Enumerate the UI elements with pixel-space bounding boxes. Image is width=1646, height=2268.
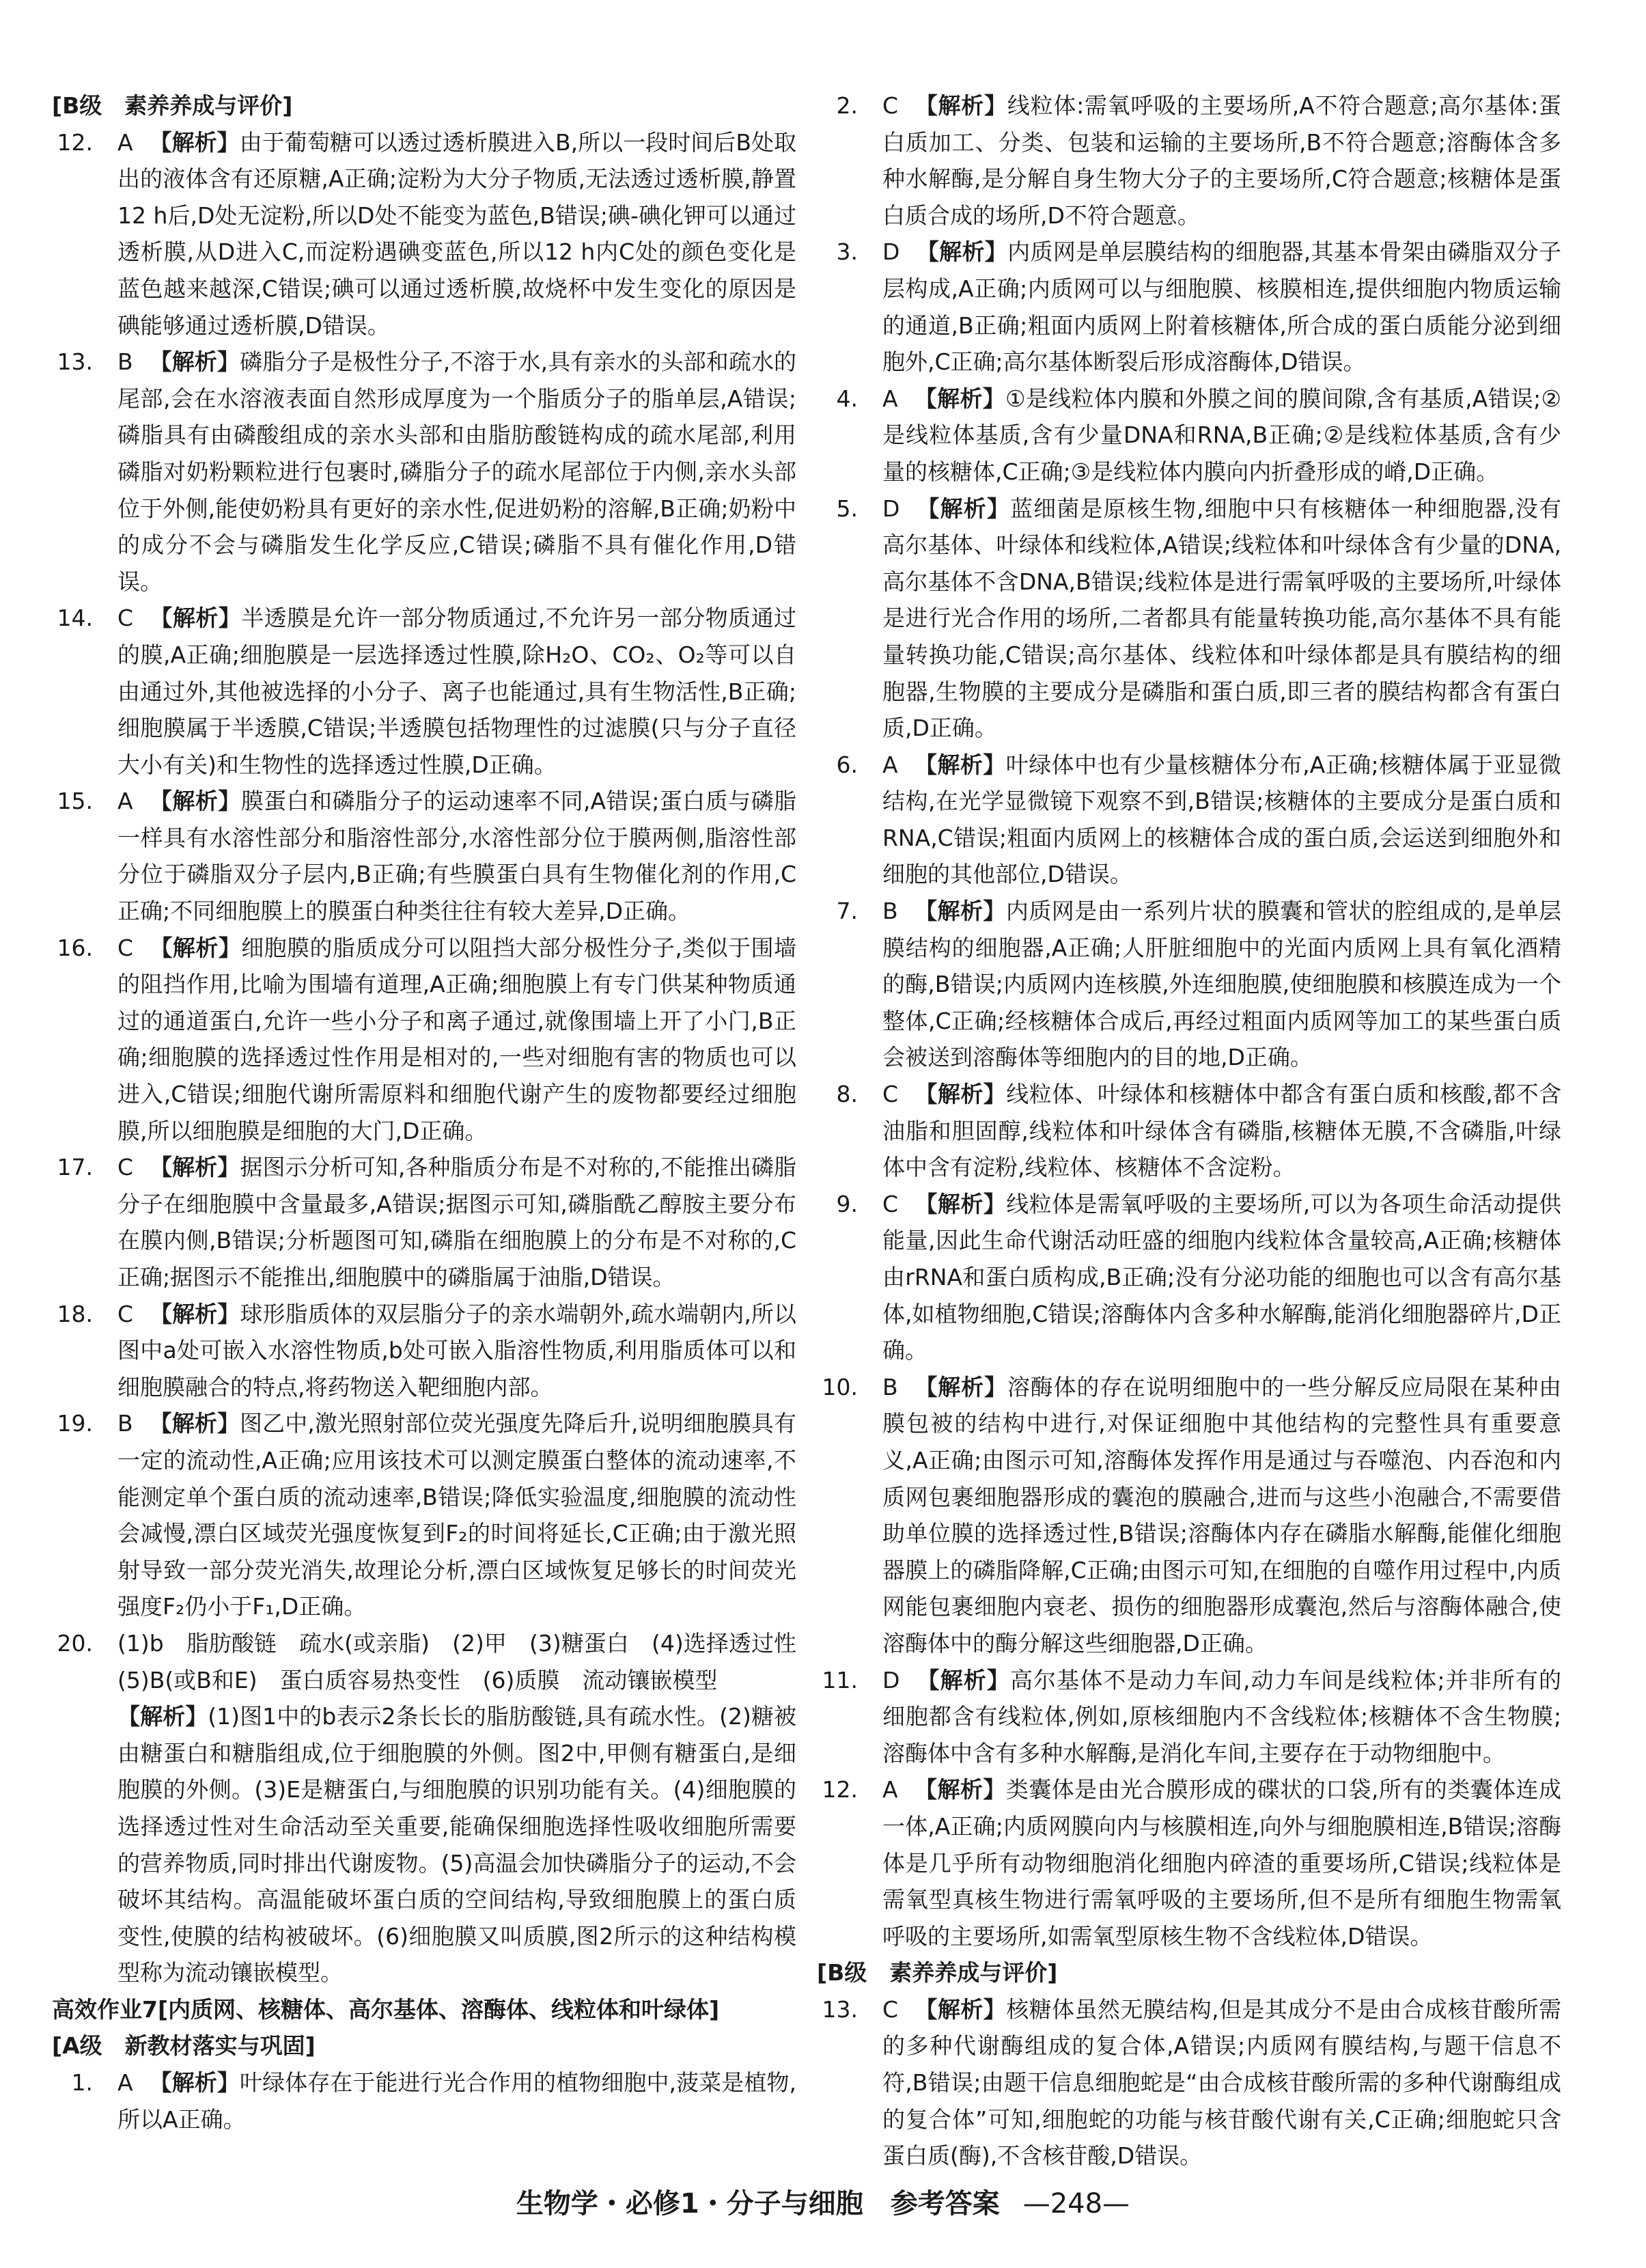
answer-item	[52, 783, 796, 929]
explanation-text: 膜蛋白和磷脂分子的运动速率不同,A错误;蛋白质与磷脂一样具有水溶性部分和脂溶性部分,水溶性部分位于膜两侧,脂溶性部分位于磷脂双分子层内,B正确;有些膜蛋白具有生物催化剂的作用,C正确;不同细胞膜上的膜蛋白种类往往有较大差异,D正确。	[117, 788, 796, 925]
explanation-text: (1)图1中的b表示2条长长的脂肪酸链,具有疏水性。(2)糖被由糖蛋白和糖脂组成,位于细胞膜的外侧。图2中,甲侧有糖蛋白,是细胞膜的外侧。(3)E是糖蛋白,与细胞膜的识别功能有关。(4)细胞膜的选择透过性对生命活动至关重要,能确保细胞选择性吸收细胞所需要的营养物质,同时排出代谢废物。(5)高温会加快磷脂分子的运动,不会破坏其结构。高温能破坏蛋白质的空间结构,导致细胞膜上的蛋白质变性,使膜的结构被破坏。(6)细胞膜又叫质膜,图2所示的这种结构模型称为流动镶嵌模型。	[117, 1703, 796, 1987]
section-heading: [B级 素养养成与评价]	[817, 1959, 1058, 1987]
answer-item	[817, 1991, 1561, 2174]
question-number: 6.	[836, 751, 858, 778]
answer-choice: C	[882, 92, 899, 119]
question-number: 13.	[57, 348, 93, 376]
explanation-text: 球形脂质体的双层脂分子的亲水端朝外,疏水端朝内,所以图中a处可嵌入水溶性物质,b处可嵌入脂溶性物质,利用脂质体可以和细胞膜融合的特点,将药物送入靶细胞内部。	[117, 1300, 796, 1400]
answer-item	[817, 1662, 1561, 1772]
explanation-text: 内质网是由一系列片状的膜囊和管状的腔组成的,是单层膜结构的细胞器,A正确;人肝脏细胞中的光面内质网上具有氧化酒精的酶,B错误;内质网内连核膜,外连细胞膜,使细胞膜和核膜连成为一个整体,C正确;经核糖体合成后,再经过粗面内质网等加工的某些蛋白质会被送到溶酶体等细胞内的目的地,D正确。	[882, 898, 1561, 1071]
answer-choice: A	[882, 385, 898, 412]
page-footer	[0, 2182, 1646, 2221]
analysis-tag: 【解析】	[150, 1300, 240, 1327]
explanation-text: 叶绿体中也有少量核糖体分布,A正确;核糖体属于亚显微结构,在光学显微镜下观察不到,B错误;核糖体的主要成分是蛋白质和RNA,C错误;粗面内质网上的核糖体合成的蛋白质,会运送到细胞外和细胞的其他部位,D错误。	[882, 751, 1561, 888]
section-heading: 高效作业7[内质网、核糖体、高尔基体、溶酶体、线粒体和叶绿体]	[52, 1995, 720, 2023]
explanation-text: 线粒体是需氧呼吸的主要场所,可以为各项生命活动提供能量,因此生命代谢活动旺盛的细胞内线粒体含量较高,A正确;核糖体由rRNA和蛋白质构成,B正确;没有分泌功能的细胞也可以含有高尔基体,如植物细胞,C错误;溶酶体内含多种水解酶,能消化细胞器碎片,D正确。	[882, 1190, 1561, 1364]
answer-item	[817, 1076, 1561, 1186]
question-number: 1.	[71, 2069, 93, 2097]
answer-item	[52, 930, 796, 1150]
answer-item	[52, 1625, 819, 1698]
answer-choice: D	[882, 238, 900, 266]
analysis-tag: 【解析】	[914, 751, 1006, 778]
explanation-text: 图乙中,激光照射部位荧光强度先降后升,说明细胞膜具有一定的流动性,A正确;应用该技术可以测定膜蛋白整体的流动速率,不能测定单个蛋白质的流动速率,B错误;降低实验温度,细胞膜的流动性会减慢,漂白区域荧光强度恢复到F₂的时间将延长,C正确;由于激光照射导致一部分荧光消失,故理论分析,漂白区域恢复足够长的时间荧光强度F₂仍小于F₁,D正确。	[117, 1410, 797, 1620]
explanation-text: 高尔基体不是动力车间,动力车间是线粒体;并非所有的细胞都含有线粒体,例如,原核细胞内不含线粒体;核糖体不含生物膜;溶酶体中含有多种水解酶,是消化车间,主要存在于动物细胞中。	[882, 1666, 1562, 1767]
analysis-tag: 【解析】	[915, 1081, 1007, 1108]
answer-choice: C	[882, 1995, 899, 2023]
explanation-text: 内质网是单层膜结构的细胞器,其基本骨架由磷脂双分子层构成,A正确;内质网可以与细胞膜、核膜相连,提供细胞内物质运输的通道,B正确;粗面内质网上附着核糖体,所合成的蛋白质能分泌到细胞外,C正确;高尔基体断裂后形成溶酶体,D错误。	[882, 238, 1562, 376]
explanation-text: 蓝细菌是原核生物,细胞中只有核糖体一种细胞器,没有高尔基体、叶绿体和线粒体,A错误;线粒体和叶绿体含有少量的DNA,高尔基体不含DNA,B错误;线粒体是进行需氧呼吸的主要场所,叶绿体是进行光合作用的场所,二者都具有能量转换功能,高尔基体不具有能量转换功能,C错误;高尔基体、线粒体和叶绿体都是具有膜结构的细胞器,生物膜的主要成分是磷脂和蛋白质,即三者的膜结构都含有蛋白质,D正确。	[882, 495, 1562, 742]
answer-choice: B	[117, 348, 133, 376]
analysis-tag: 【解析】	[914, 1776, 1006, 1803]
answer-item	[52, 124, 796, 344]
answer-item	[52, 1698, 796, 1991]
answer-choice: A	[882, 1776, 898, 1803]
answer-choice: C	[882, 1081, 899, 1108]
answer-item	[817, 381, 1561, 490]
analysis-tag: 【解析】	[150, 934, 242, 961]
question-number: 19.	[57, 1410, 93, 1437]
answer-item	[817, 893, 1561, 1076]
question-number: 17.	[57, 1154, 93, 1181]
explanation-text: (1)b 脂肪酸链 疏水(或亲脂) (2)甲 (3)糖蛋白 (4)选择透过性 (5)B(或B和E) 蛋白质容易热变性 (6)质膜 流动镶嵌模型	[117, 1629, 819, 1693]
answer-item	[52, 1149, 796, 1295]
question-number: 14.	[57, 605, 93, 632]
answer-choice: B	[882, 1373, 898, 1400]
answer-item	[52, 600, 796, 783]
answer-choice: B	[117, 1410, 133, 1437]
analysis-tag: 【解析】	[916, 1666, 1010, 1693]
answer-choice: D	[882, 495, 900, 522]
explanation-text: 核糖体虽然无膜结构,但是其成分不是由合成核苷酸所需的多种代谢酶组成的复合体,A错误;内质网有膜结构,与题干信息不符,B错误;由题干信息细胞蛇是“由合成核苷酸所需的多种代谢酶组成的复合体”可知,细胞蛇的功能与核苷酸代谢有关,C正确;细胞蛇只含蛋白质(酶),不含核苷酸,D错误。	[882, 1995, 1561, 2170]
answer-item	[52, 1296, 796, 1406]
analysis-tag: 【解析】	[149, 128, 240, 156]
explanation-text: 线粒体:需氧呼吸的主要场所,A不符合题意;高尔基体:蛋白质加工、分类、包装和运输的主要场所,B不符合题意;溶酶体含多种水解酶,是分解自身生物大分子的主要场所,C符合题意;核糖体是蛋白质合成的场所,D不符合题意。	[882, 92, 1562, 229]
answer-item	[817, 1369, 1561, 1662]
answer-choice: A	[117, 128, 133, 156]
analysis-tag: 【解析】	[149, 2069, 240, 2097]
question-number: 13.	[822, 1995, 858, 2023]
answer-choice: C	[882, 1190, 899, 1217]
question-number: 7.	[836, 898, 858, 925]
analysis-tag: 【解析】	[914, 1373, 1007, 1400]
explanation-text: 由于葡萄糖可以透过透析膜进入B,所以一段时间后B处取出的液体含有还原糖,A正确;淀粉为大分子物质,无法透过透析膜,静置12 h后,D处无淀粉,所以D处不能变为蓝色,B错误;碘-碘化钾可以通过透析膜,从D进入C,而淀粉遇碘变蓝色,所以12 h内C处的颜色变化是蓝色越来越深,C错误;碘可以通过透析膜,故烧杯中发生变化的原因是碘能够通过透析膜,D错误。	[117, 128, 797, 339]
answer-item	[817, 1186, 1561, 1369]
answer-item	[817, 490, 1561, 747]
analysis-tag: 【解析】	[150, 605, 242, 632]
question-number: 3.	[836, 238, 858, 266]
explanation-text: 线粒体、叶绿体和核糖体中都含有蛋白质和核酸,都不含油脂和胆固醇,线粒体和叶绿体含有磷脂,核糖体无膜,不含磷脂,叶绿体中含有淀粉,线粒体、核糖体不含淀粉。	[882, 1081, 1561, 1181]
question-number: 16.	[57, 934, 93, 961]
question-number: 11.	[822, 1666, 858, 1693]
answer-choice: A	[117, 788, 133, 815]
answer-item	[52, 344, 796, 600]
question-number: 2.	[836, 92, 858, 119]
explanation-text: 据图示分析可知,各种脂质分布是不对称的,不能推出磷脂分子在细胞膜中含量最多,A错误;据图示可知,磷脂酰乙醇胺主要分布在膜内侧,B错误;分析题图可知,磷脂在细胞膜上的分布是不对称的,C正确;据图示不能推出,细胞膜中的磷脂属于油脂,D错误。	[117, 1154, 796, 1290]
footer-title: 生物学・必修1・分子与细胞 参考答案	[516, 2188, 1000, 2219]
question-number: 10.	[822, 1373, 858, 1400]
analysis-tag: 【解析】	[915, 92, 1007, 119]
explanation-text: 叶绿体存在于能进行光合作用的植物细胞中,菠菜是植物,所以A正确。	[117, 2069, 796, 2133]
question-number: 8.	[836, 1081, 858, 1108]
answer-item	[817, 87, 1561, 234]
analysis-tag: 【解析】	[149, 348, 240, 376]
answer-choice: B	[882, 898, 898, 925]
question-number: 18.	[57, 1300, 93, 1327]
answer-choice: C	[117, 934, 134, 961]
answer-choice: A	[117, 2069, 133, 2097]
question-number: 20.	[57, 1629, 93, 1657]
analysis-tag: 【解析】	[149, 788, 241, 815]
question-number: 4.	[836, 385, 858, 412]
analysis-tag: 【解析】	[914, 385, 1006, 412]
explanation-text: 类囊体是由光合膜形成的碟状的口袋,所有的类囊体连成一体,A正确;内质网膜向内与核膜相连,向外与细胞膜相连,B错误;溶酶体是几乎所有动物细胞消化细胞内碎渣的重要场所,C错误;线粒体是需氧型真核生物进行需氧呼吸的主要场所,但不是所有细胞生物需氧呼吸的主要场所,如需氧型原核生物不含线粒体,D错误。	[882, 1776, 1561, 1950]
analysis-tag: 【解析】	[915, 1995, 1007, 2023]
question-number: 12.	[822, 1776, 858, 1803]
explanation-text: ①是线粒体内膜和外膜之间的膜间隙,含有基质,A错误;②是线粒体基质,含有少量DNA和RNA,B正确;②是线粒体基质,含有少量的核糖体,C正确;③是线粒体内膜向内折叠形成的嵴,D正确。	[882, 385, 1562, 485]
question-number: 15.	[57, 788, 93, 815]
answer-choice: C	[117, 605, 134, 632]
answer-item	[817, 234, 1561, 380]
explanation-text: 磷脂分子是极性分子,不溶于水,具有亲水的头部和疏水的尾部,会在水溶液表面自然形成厚度为一个脂质分子的脂单层,A错误;磷脂具有由磷酸组成的亲水头部和由脂肪酸链构成的疏水尾部,利用磷脂对奶粉颗粒进行包裹时,磷脂分子的疏水尾部位于内侧,亲水头部位于外侧,能使奶粉具有更好的亲水性,促进奶粉的溶解,B正确;奶粉中的成分不会与磷脂发生化学反应,C错误;磷脂不具有催化作用,D错误。	[117, 348, 797, 595]
left-column	[52, 87, 819, 2138]
explanation-text: 半透膜是允许一部分物质通过,不允许另一部分物质通过的膜,A正确;细胞膜是一层选择透过性膜,除H₂O、CO₂、O₂等可以自由通过外,其他被选择的小分子、离子也能通过,具有生物活性,B正确;细胞膜属于半透膜,C错误;半透膜包括物理性的过滤膜(只与分子直径大小有关)和生物性的选择透过性膜,D正确。	[117, 605, 796, 778]
question-number: 5.	[836, 495, 858, 522]
analysis-tag: 【解析】	[916, 238, 1008, 266]
answer-item	[52, 2064, 796, 2138]
section-heading: [A级 新教材落实与巩固]	[52, 2032, 316, 2060]
analysis-tag: 【解析】	[150, 1154, 240, 1181]
answer-choice: C	[117, 1154, 134, 1181]
right-column	[817, 87, 1561, 2174]
analysis-tag: 【解析】	[117, 1703, 208, 1730]
page-number: —248—	[1022, 2188, 1130, 2219]
question-number: 12.	[57, 128, 93, 156]
analysis-tag: 【解析】	[916, 495, 1011, 522]
analysis-tag: 【解析】	[915, 1190, 1007, 1217]
answer-choice: C	[117, 1300, 134, 1327]
answer-item	[52, 1405, 796, 1625]
answer-item	[817, 1771, 1561, 1954]
analysis-tag: 【解析】	[914, 898, 1006, 925]
answer-choice: A	[882, 751, 898, 778]
explanation-text: 细胞膜的脂质成分可以阻挡大部分极性分子,类似于围墙的阻挡作用,比喻为围墙有道理,A正确;细胞膜上有专门供某种物质通过的通道蛋白,允许一些小分子和离子通过,就像围墙上开了小门,B正确;细胞膜的选择透过性作用是相对的,一些对细胞有害的物质也可以进入,C错误;细胞代谢所需原料和细胞代谢产生的废物都要经过细胞膜,所以细胞膜是细胞的大门,D正确。	[117, 934, 796, 1144]
question-number: 9.	[836, 1190, 858, 1217]
answer-item	[817, 747, 1561, 893]
section-heading: [B级 素养养成与评价]	[52, 92, 293, 119]
explanation-text: 溶酶体的存在说明细胞中的一些分解反应局限在某种由膜包被的结构中进行,对保证细胞中其他结构的完整性具有重要意义,A正确;由图示可知,溶酶体发挥作用是通过与吞噬泡、内吞泡和内质网包裹细胞器形成的囊泡的膜融合,进而与这些小泡融合,不需要借助单位膜的选择透过性,B错误;溶酶体内存在磷脂水解酶,能催化细胞器膜上的磷脂降解,C正确;由图示可知,在细胞的自噬作用过程中,内质网能包裹细胞内衰老、损伤的细胞器形成囊泡,然后与溶酶体融合,使溶酶体中的酶分解这些细胞器,D正确。	[882, 1373, 1562, 1657]
analysis-tag: 【解析】	[149, 1410, 240, 1437]
answer-choice: D	[882, 1666, 900, 1693]
